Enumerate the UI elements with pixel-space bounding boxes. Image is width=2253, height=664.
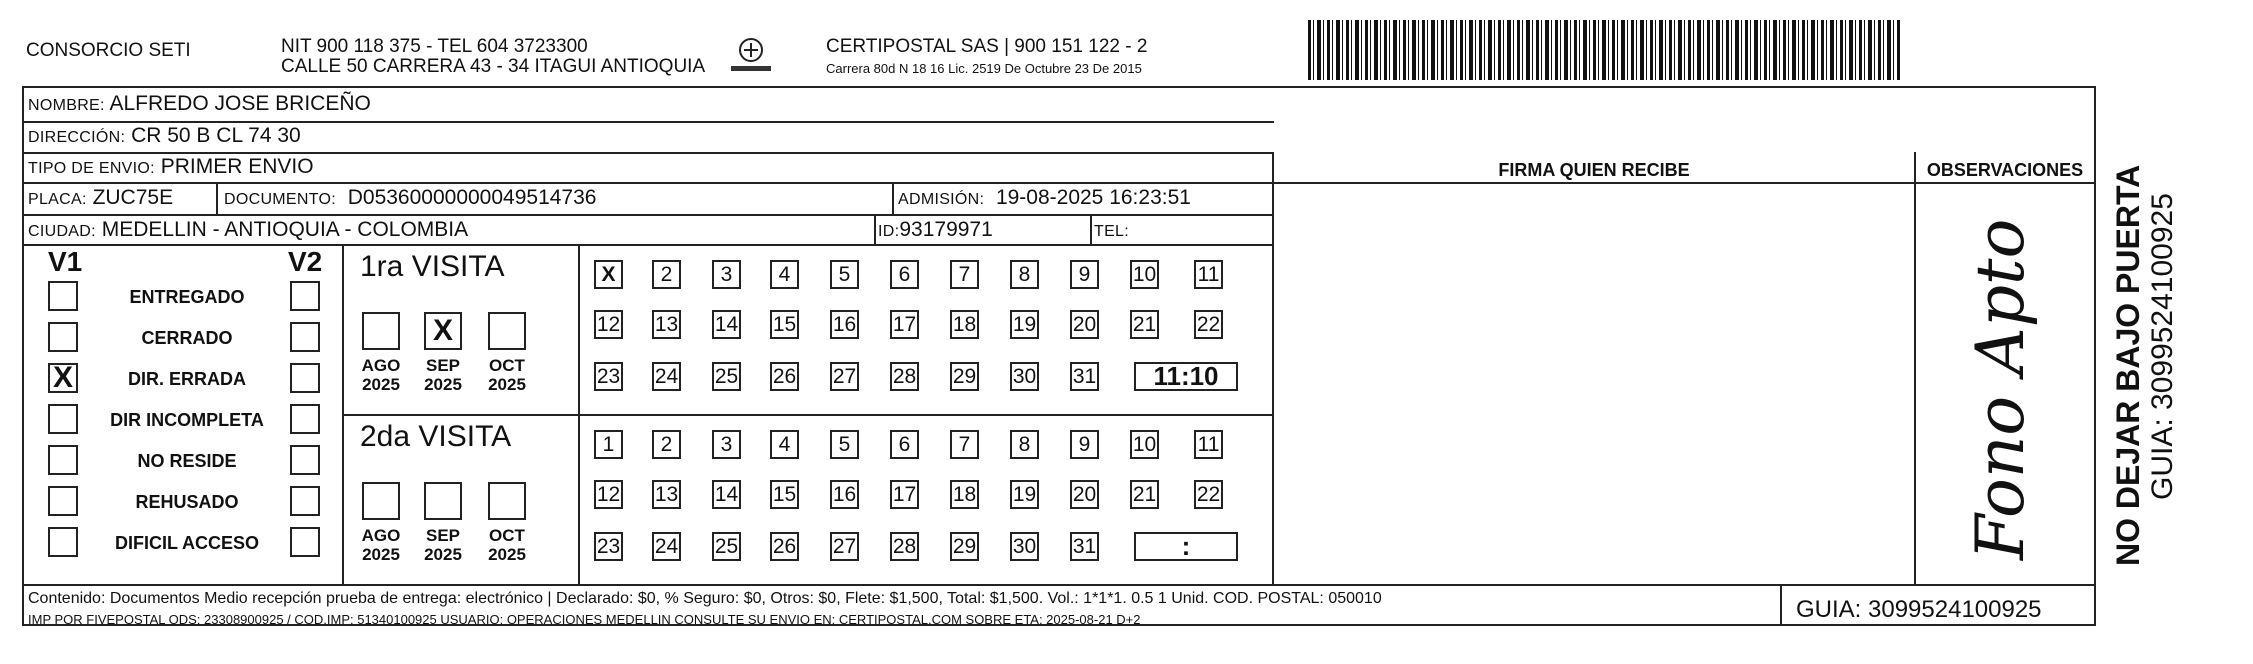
status-label: ENTREGADO (129, 287, 245, 307)
day-box[interactable]: 10 (1130, 430, 1159, 459)
document-value: D05360000000049514736 (347, 186, 597, 209)
city-label: CIUDAD: (28, 223, 96, 240)
day-box[interactable]: 15 (770, 310, 799, 339)
tel-row (1094, 218, 1129, 242)
day-box[interactable]: 24 (652, 362, 681, 391)
day-box[interactable]: 25 (712, 362, 741, 391)
address-value: CR 50 B CL 74 30 (131, 124, 301, 147)
day-box[interactable]: 12 (594, 480, 623, 509)
v1-checkbox[interactable] (48, 527, 78, 557)
day-box[interactable]: 17 (890, 310, 919, 339)
day-box[interactable]: 18 (950, 480, 979, 509)
status-label: DIR INCOMPLETA (110, 410, 264, 430)
day-box[interactable]: 28 (890, 362, 919, 391)
no-leave-under-door: NO DEJAR BAJO PUERTA (2110, 164, 2146, 566)
v2-checkbox[interactable] (290, 281, 320, 311)
v1-checkbox[interactable] (48, 486, 78, 516)
v2-checkbox[interactable] (290, 486, 320, 516)
day-box[interactable]: 29 (950, 362, 979, 391)
footer-guia: GUIA: 3099524100925 (1796, 596, 2042, 623)
day-box[interactable]: 21 (1130, 310, 1159, 339)
month-checkbox[interactable] (488, 312, 526, 350)
day-box[interactable]: 21 (1130, 480, 1159, 509)
day-box[interactable]: 30 (1010, 532, 1039, 561)
visit-title: 2da VISITA (360, 420, 512, 453)
day-box[interactable]: 10 (1130, 260, 1159, 289)
month-label (413, 526, 473, 564)
day-box[interactable]: 13 (652, 310, 681, 339)
side-guia: GUIA: 3099524100925 (2146, 193, 2179, 500)
day-box[interactable]: 3 (712, 260, 741, 289)
name-row (28, 92, 371, 116)
imp-line: IMP POR FIVEPOSTAL ODS: 23308900925 / COD.IMP: 51340100925 USUARIO: OPERACIONES MEDELLIN CONSULTE SU ENVIO EN: CERTIPOSTAL.COM SOBRE ETA: 2025-08-21 D+2 (28, 612, 1141, 627)
day-box[interactable]: 22 (1194, 310, 1223, 339)
month-checkbox[interactable] (362, 312, 400, 350)
day-box[interactable]: 24 (652, 532, 681, 561)
day-box[interactable]: 6 (890, 260, 919, 289)
day-box[interactable]: 7 (950, 260, 979, 289)
visit-time-box[interactable]: : (1134, 532, 1238, 561)
day-box[interactable]: 1 (594, 430, 623, 459)
day-box[interactable]: 6 (890, 430, 919, 459)
day-box[interactable]: 9 (1070, 430, 1099, 459)
document-row (224, 186, 596, 210)
status-label: DIFICIL ACCESO (114, 533, 259, 553)
day-box[interactable]: 15 (770, 480, 799, 509)
city-value: MEDELLIN - ANTIOQUIA - COLOMBIA (101, 218, 469, 241)
month-name: OCT (489, 356, 525, 375)
status-label: CERRADO (141, 328, 233, 348)
day-box[interactable]: 16 (830, 480, 859, 509)
day-box[interactable]: 31 (1070, 532, 1099, 561)
plate-value: ZUC75E (92, 186, 174, 209)
day-box[interactable]: 5 (830, 260, 859, 289)
v2-header: V2 (288, 246, 323, 277)
barcode (1308, 20, 1900, 80)
name-value: ALFREDO JOSE BRICEÑO (109, 92, 371, 115)
admission-row (898, 186, 1191, 210)
month-name: AGO (361, 356, 401, 375)
id-row (878, 218, 993, 242)
status-label: DIR. ERRADA (127, 369, 246, 389)
v1-checkbox[interactable]: X (48, 363, 78, 393)
day-box[interactable]: 29 (950, 532, 979, 561)
observation-handwriting: Fono Apto (1962, 218, 2039, 560)
tel-label: TEL: (1094, 223, 1129, 240)
certipostal-line: CERTIPOSTAL SAS | 900 151 122 - 2 (826, 36, 1148, 57)
day-box[interactable]: 2 (652, 260, 681, 289)
document-label: DOCUMENTO: (224, 191, 337, 208)
month-name: AGO (361, 526, 401, 545)
name-label: NOMBRE: (28, 97, 105, 114)
month-name: SEP (425, 356, 461, 375)
admission-label: ADMISIÓN: (898, 191, 985, 208)
month-year: 2025 (362, 375, 400, 394)
month-checkbox[interactable] (488, 482, 526, 520)
day-box[interactable]: 17 (890, 480, 919, 509)
v1-checkbox[interactable] (48, 404, 78, 434)
day-box[interactable]: 19 (1010, 480, 1039, 509)
day-box[interactable]: 26 (770, 532, 799, 561)
day-box[interactable]: 19 (1010, 310, 1039, 339)
v1-checkbox[interactable] (48, 322, 78, 352)
day-box[interactable]: 25 (712, 532, 741, 561)
v2-checkbox[interactable] (290, 363, 320, 393)
month-label (413, 356, 473, 394)
month-name: OCT (489, 526, 525, 545)
signature-header: FIRMA QUIEN RECIBE (1498, 160, 1690, 180)
day-box[interactable]: 27 (830, 362, 859, 391)
license-line: Carrera 80d N 18 16 Lic. 2519 De Octubre 23 De 2015 (826, 61, 1142, 76)
day-box[interactable]: 5 (830, 430, 859, 459)
day-box[interactable]: 27 (830, 532, 859, 561)
month-checkbox[interactable]: X (424, 312, 462, 350)
plate-label: PLACA: (28, 191, 87, 208)
status-label: NO RESIDE (137, 451, 237, 471)
v2-checkbox[interactable] (290, 527, 320, 557)
certipostal-logo (726, 36, 776, 76)
month-year: 2025 (424, 375, 462, 394)
day-box[interactable]: 7 (950, 430, 979, 459)
day-box[interactable]: 8 (1010, 430, 1039, 459)
day-box[interactable]: 8 (1010, 260, 1039, 289)
v1-checkbox[interactable] (48, 281, 78, 311)
month-year: 2025 (424, 545, 462, 564)
day-box[interactable]: 23 (594, 532, 623, 561)
day-box[interactable]: X (594, 260, 623, 289)
day-box[interactable]: 23 (594, 362, 623, 391)
day-box[interactable]: 16 (830, 310, 859, 339)
month-name: SEP (425, 526, 461, 545)
v2-checkbox[interactable] (290, 322, 320, 352)
day-box[interactable]: 4 (770, 260, 799, 289)
address-label: DIRECCIÓN: (28, 129, 126, 146)
content-line: Contenido: Documentos Medio recepción prueba de entrega: electrónico | Declarado: $0, % Seguro: $0, Otros: $0, Flete: $1,500, Total: $1,500. Vol.: 1*1*1. 0.5 1 Unid. COD. POSTAL: 050010 (28, 590, 1382, 607)
nit-line: NIT 900 118 375 - TEL 604 3723300 (281, 36, 588, 57)
day-box[interactable]: 20 (1070, 310, 1099, 339)
ship-type-label: TIPO DE ENVIO: (28, 160, 155, 177)
v1-checkbox[interactable] (48, 445, 78, 475)
visit-time-box[interactable]: 11:10 (1134, 362, 1238, 391)
visit-title: 1ra VISITA (360, 250, 505, 283)
day-box[interactable]: 22 (1194, 480, 1223, 509)
day-box[interactable]: 13 (652, 480, 681, 509)
month-year: 2025 (488, 545, 526, 564)
day-box[interactable]: 26 (770, 362, 799, 391)
day-box[interactable]: 20 (1070, 480, 1099, 509)
v2-checkbox[interactable] (290, 404, 320, 434)
day-box[interactable]: 11 (1194, 260, 1223, 289)
month-year: 2025 (362, 545, 400, 564)
observations-header: OBSERVACIONES (1926, 160, 2084, 180)
month-label (477, 356, 537, 394)
month-label (351, 356, 411, 394)
v1-header: V1 (48, 246, 83, 277)
id-value: 93179971 (899, 218, 993, 241)
day-box[interactable]: 3 (712, 430, 741, 459)
month-label (351, 526, 411, 564)
month-checkbox[interactable] (424, 482, 462, 520)
plate-row (28, 186, 173, 210)
ship-type-row (28, 155, 314, 179)
day-box[interactable]: 14 (712, 310, 741, 339)
day-box[interactable]: 30 (1010, 362, 1039, 391)
month-label (477, 526, 537, 564)
city-row (28, 218, 468, 242)
ship-type-value: PRIMER ENVIO (160, 155, 314, 178)
month-year: 2025 (488, 375, 526, 394)
day-box[interactable]: 9 (1070, 260, 1099, 289)
address-row (28, 124, 301, 148)
day-box[interactable]: 11 (1194, 430, 1223, 459)
company-name: CONSORCIO SETI (26, 40, 191, 61)
day-box[interactable]: 18 (950, 310, 979, 339)
day-box[interactable]: 28 (890, 532, 919, 561)
status-label: REHUSADO (135, 492, 239, 512)
day-box[interactable]: 4 (770, 430, 799, 459)
day-box[interactable]: 12 (594, 310, 623, 339)
company-address: CALLE 50 CARRERA 43 - 34 ITAGUI ANTIOQUIA (281, 56, 706, 77)
day-box[interactable]: 14 (712, 480, 741, 509)
admission-value: 19-08-2025 16:23:51 (995, 186, 1191, 209)
month-checkbox[interactable] (362, 482, 400, 520)
day-box[interactable]: 2 (652, 430, 681, 459)
day-box[interactable]: 31 (1070, 362, 1099, 391)
v2-checkbox[interactable] (290, 445, 320, 475)
id-label: ID: (878, 223, 900, 240)
